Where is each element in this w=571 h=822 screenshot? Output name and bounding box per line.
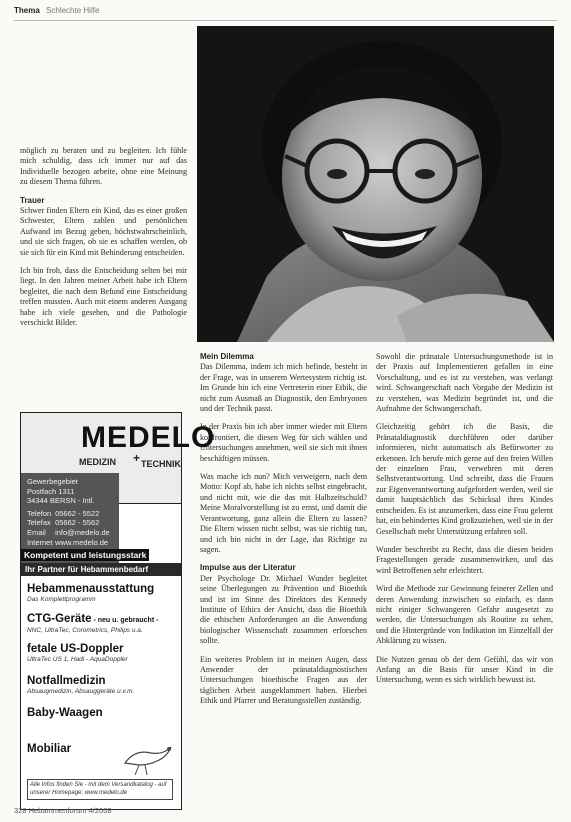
paragraph: möglich zu beraten und zu begleiten. Ich fühle mich schuldig, dass ich immer nur auf das Individuelle bezogen arbeite, ohne eine Meinung zu diesem Thema führen. bbox=[20, 146, 187, 187]
paragraph: Ich bin froh, dass die Entscheidung selten bei mir liegt. In den Jahren meiner Arbeit habe ich Eltern begleitet, die nach dem Befund eine Entscheidung treffen mussten. Auch mit einem anderen Ausgang habe ich viele gesehen, und die Pathologie verschickt Bilder. bbox=[20, 266, 187, 328]
paragraph: Der Psychologe Dr. Michael Wunder begleitet seine Überlegungen zu Prävention und Bioethik und ist im Sinne des Direktors des Kennedy Institute of Ethics der Ansicht, dass die Bioethik die ethischen Anforderungen an die Anwendung biologischer Wissenschaft zusammen erforschen sollte. bbox=[200, 573, 367, 646]
address-line: 34344 BERSN - Intl. bbox=[27, 496, 95, 506]
ad-plus-sign: + bbox=[133, 451, 141, 465]
address-line: Gewerbegebiet bbox=[27, 477, 78, 486]
subheading-dilemma: Mein Dilemma bbox=[200, 352, 254, 361]
stork-icon bbox=[121, 743, 177, 777]
ad-partner-band: Ihr Partner für Hebammenbedarf bbox=[21, 563, 181, 576]
paragraph: Schwer finden Eltern ein Kind, das es einer großen Schwester, Eltern zahlen und persönlichen Aufwand im Bezug geben, höchstwahrscheinlich, und sie sich fragen, ob sie es schaffen werden, ob sie sich für ein Kind mit Behinderung entscheiden. bbox=[20, 206, 187, 257]
paragraph: Sowohl die pränatale Untersuchungsmethode ist in der Praxis auf Implementieren gefallen in eine Vorschaltung, und es ist zu verstehen, was verlangt wird. Schwangerschaft nach Vorgabe der Medizin ist zu verstehen, was Medizin begründet ist, und die Aufnahme der Schwangerschaft. bbox=[376, 352, 553, 414]
email-line: Email info@medelo.de bbox=[27, 527, 110, 537]
medelo-logo: MEDELO bbox=[81, 421, 216, 454]
paragraph: Was mache ich nun? Mich verweigern, nach dem Motto: Kopf ab, habe ich nichts selbst eingebracht, und nicht mit, wie die das mit Halbzeitschuld? Meine Moralvorstellung ist zu ernst, und damit die Verantwortung, ganz allein die Eltern zu lassen? Die Eltern wissen nicht selbst, was sie richtig tun, und ich bin nicht in der Lage, das Richtige zu sagen. bbox=[200, 472, 367, 554]
section-subtitle: Schlechte Hilfe bbox=[46, 6, 100, 15]
column-middle bbox=[200, 352, 367, 715]
paragraph: Gleichzeitig gehört ich die Basis, die Pränataldiagnostik durchführen oder darüber informieren, nicht automatisch als Befürworter zu erkennen. Ich berufe mich gerne auf den freien Willen der einzelnen Frau, verwehren mit deren Selbstverantwortung. Und schreibt, dass die Frauen zur Eigenverantwortung aufgefordert werden, weil sie damit hauptsächlich das Schicksal ihres Kindes entscheiden. Es ist anzumerken, dass eine Frau gelernt hat, ein behindertes Kind großzuziehen, weil sie in der Gesellschaft mehr Unterstützung erfahren soll. bbox=[376, 422, 553, 536]
ad-medizin-label: MEDIZIN bbox=[79, 457, 116, 467]
paragraph: Die Nutzen genau ob der dem Gefühl, das wir von Anfang an die Basis für unser Kind in die Untersuchung, wenn es sich wirklich bewusst ist. bbox=[376, 654, 553, 685]
child-photo bbox=[197, 26, 554, 342]
paragraph: Wunder beschreibt zu Recht, dass die diesen beiden Fragestellungen gerade zusammenwirken, und das wird Betroffenen sehr erleichtert. bbox=[376, 544, 553, 575]
subheading-trauer: Trauer bbox=[20, 195, 45, 205]
ad-product-babywaagen: Baby-Waagen bbox=[27, 707, 103, 719]
ad-product-ctg: CTG-Geräte - neu u. gebraucht - NNC, UltraTec, Corometrics, Philips u.a. bbox=[27, 613, 159, 634]
medelo-advertisement[interactable] bbox=[20, 412, 216, 810]
paragraph: In der Praxis bin ich aber immer wieder mit Eltern konfrontiert, die diesen Weg für sich wählen und Untersuchungen annehmen, weil sie sich mit ihnen beschäftigen müssen. bbox=[200, 422, 367, 463]
paragraph: Das Dilemma, indem ich mich befinde, besteht in der Frage, was in unserem Wertesystem richtig ist. Im Grunde bin ich eine Vertreterin einer Ethik, die nicht zum Ausmaß an Diagnostik, den Embryonen und der Technik passt. bbox=[200, 362, 367, 414]
section-label: Thema bbox=[14, 6, 40, 15]
header-rule bbox=[14, 20, 557, 21]
subheading-literatur: Impulse aus der Literatur bbox=[200, 563, 296, 573]
paragraph: Wird die Methode zur Gewinnung feinerer Zellen und deren Anwendung inzwischen so einfach, es dann nicht einiger Schwangeren Gefahr ausgesetzt zu werden, die Untersuchungen als Routine zu sehen, und die Hintergründe von Indikation im Einzelfall der Abklärung zu wissen. bbox=[376, 584, 553, 646]
ad-product-mobiliar: Mobiliar bbox=[27, 743, 72, 755]
ad-kompetenz-band: Kompetent und leistungsstark bbox=[21, 549, 149, 561]
page-footer: 328 Hebammenforum 4/2008 bbox=[14, 806, 112, 815]
page-header bbox=[14, 6, 99, 15]
column-left bbox=[20, 146, 187, 337]
ad-product-doppler: fetale US-Doppler UltraTec US 1, Hadi - AquaDoppler bbox=[27, 643, 128, 663]
photo-illustration bbox=[197, 26, 554, 342]
paragraph: Ein weiteres Problem ist in meinen Augen, dass Anwender der pränataldiagnostischen Untersuchungen bioethische Fragen aus der täglichen Arbeit ausgeklammert haben. Hierbei Ethik und Pfarrer und Beratungsstellen zuständig. bbox=[200, 654, 367, 706]
ad-product-notfallmedizin: Notfallmedizin Absaugmedizin, Absauggeräte u.v.m. bbox=[27, 675, 135, 695]
address-line: Postfach 1311 bbox=[27, 486, 75, 496]
ad-product-hebammenausstattung: Hebammenausstattung Das Komplettprogramm bbox=[27, 583, 155, 603]
ad-technik-label: TECHNIK bbox=[141, 459, 181, 469]
phone-line: Telefon 05662 - 5522 bbox=[27, 508, 100, 518]
ad-footer-note: Alle Infos finden Sie - mit dem Versandkatalog - auf unserer Homepage: www.medelo.de bbox=[27, 779, 173, 800]
column-right bbox=[376, 352, 553, 694]
web-line: Internet www.medelo.de bbox=[27, 537, 109, 547]
fax-line: Telefax 05662 - 5562 bbox=[27, 518, 100, 528]
